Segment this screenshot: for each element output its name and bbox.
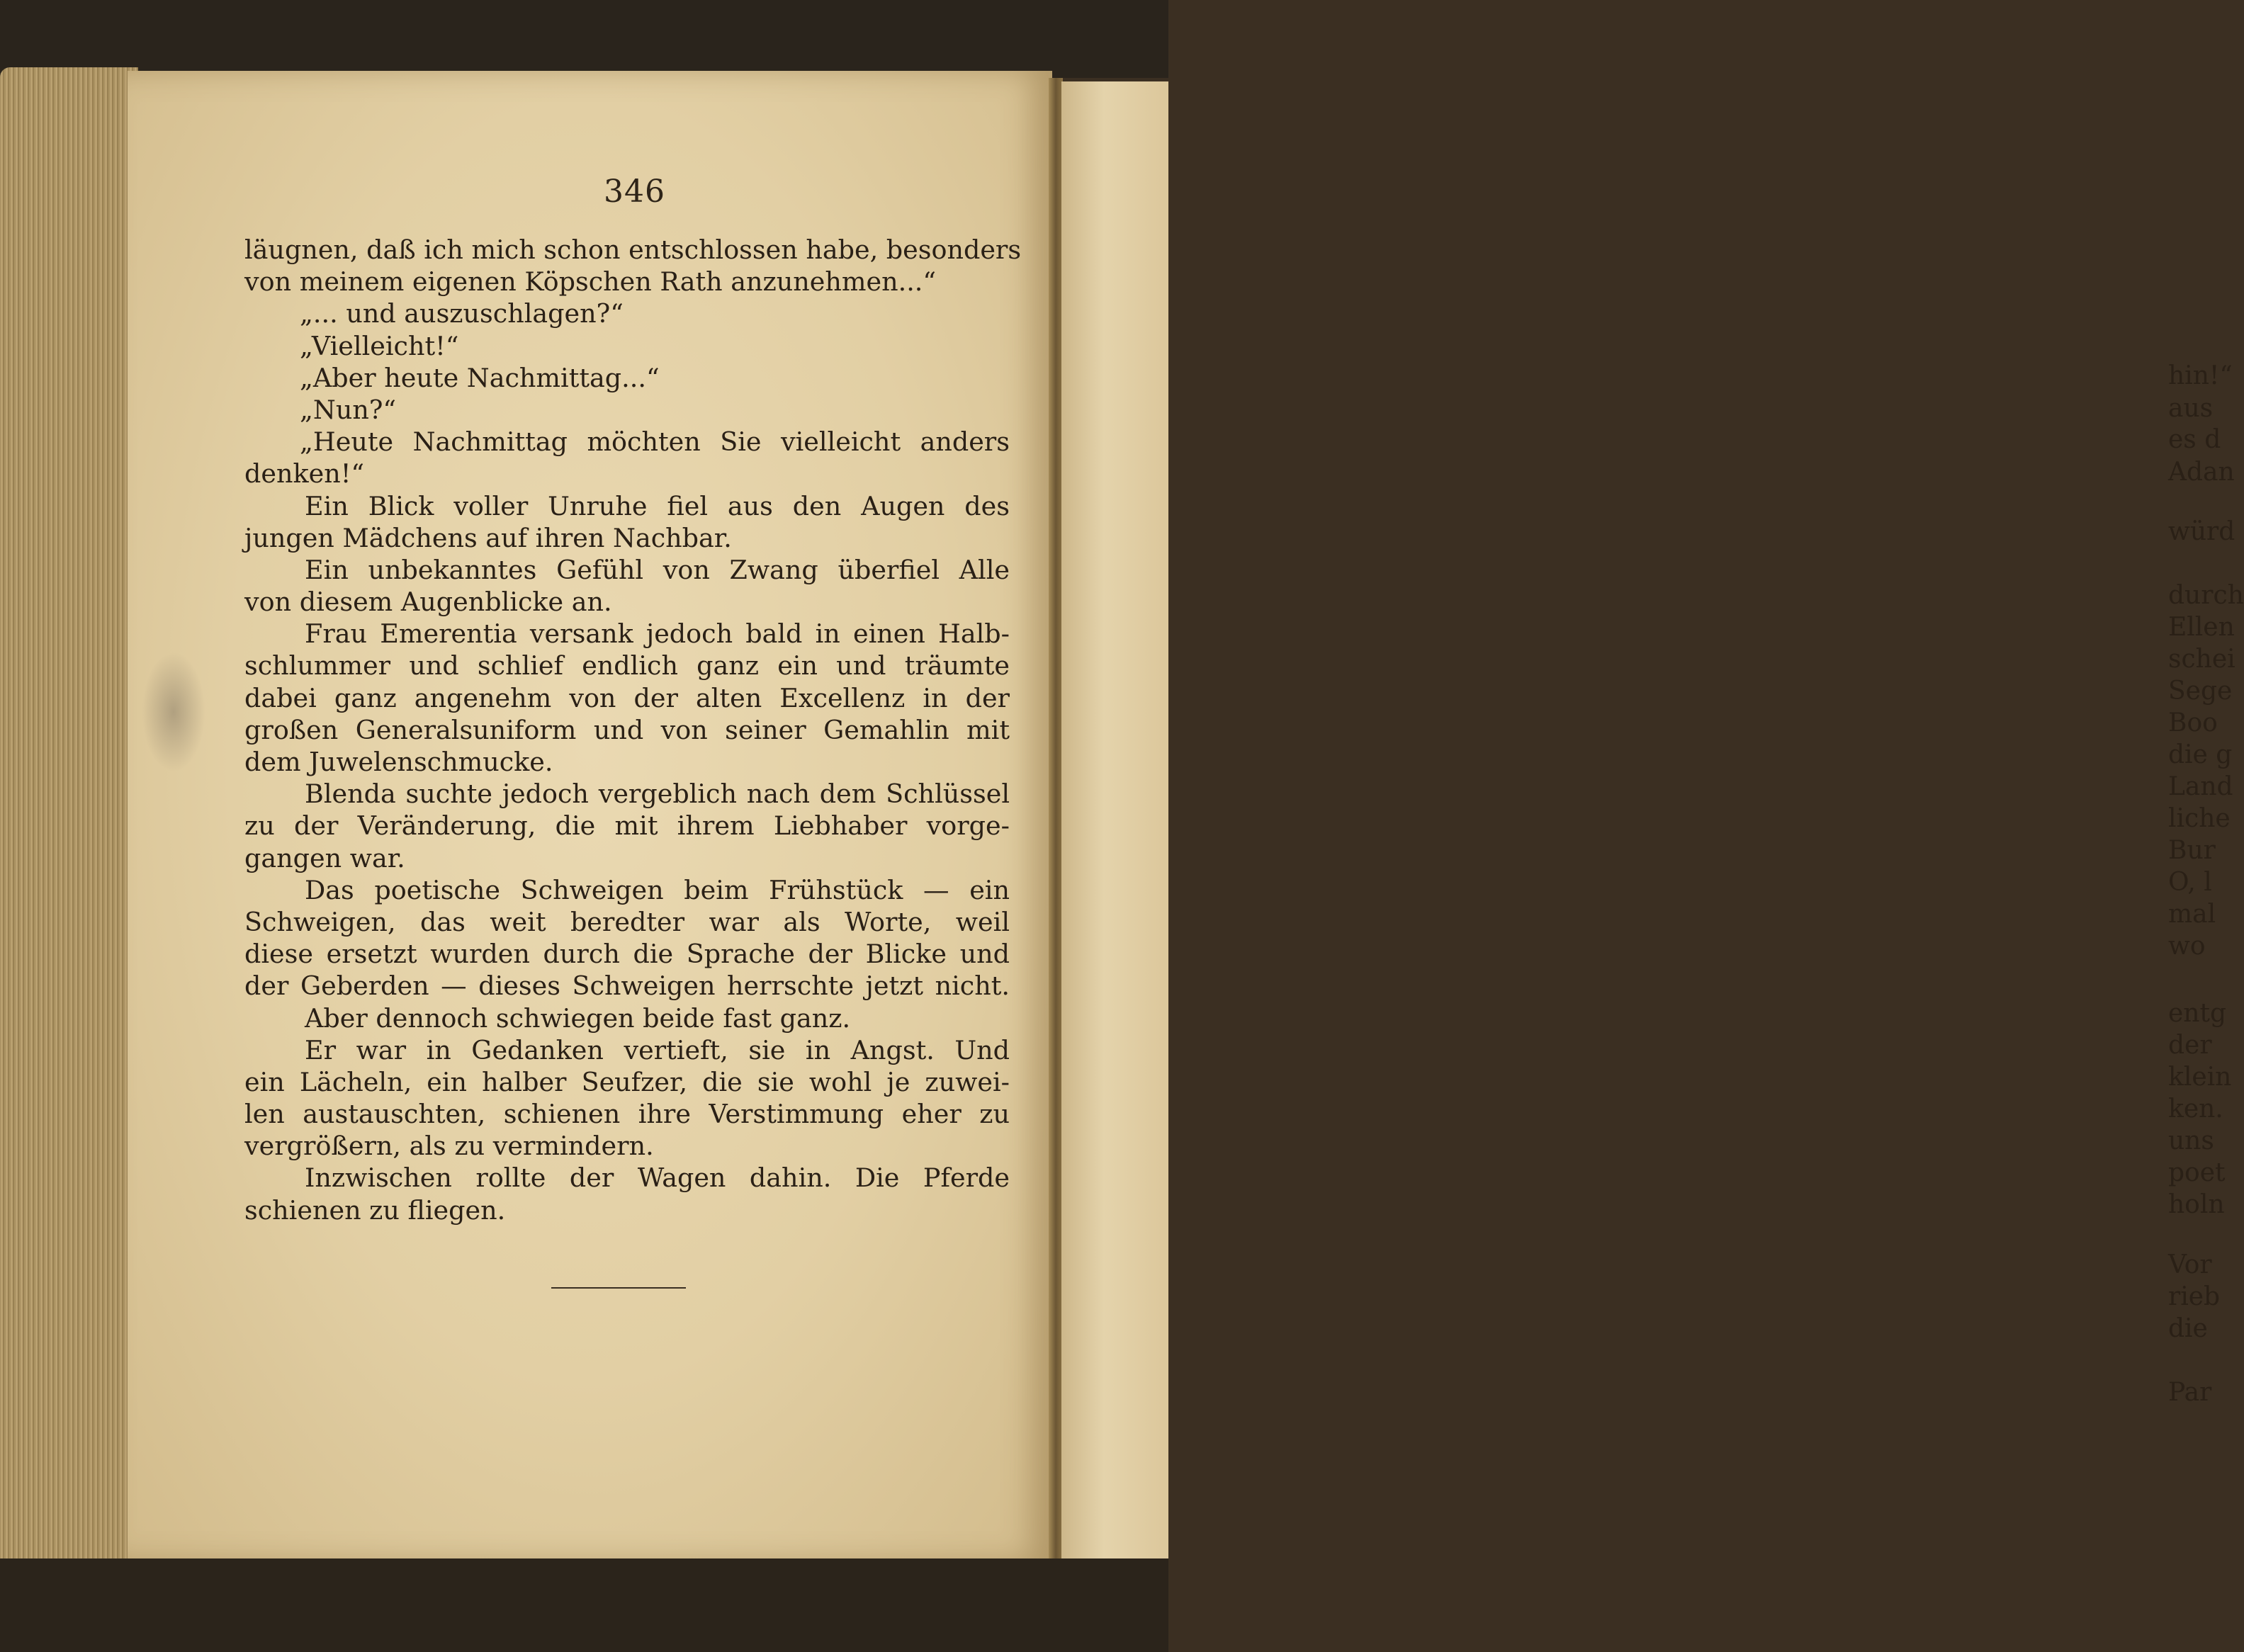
facing-page-fragment: Par xyxy=(2168,1378,2212,1407)
page-edges xyxy=(0,67,138,1562)
facing-page-fragment: klein xyxy=(2168,1063,2232,1092)
facing-page-fragment: Vor xyxy=(2168,1250,2212,1279)
text-line: von meinem eigenen Köpschen Rath anzunehmen...“ xyxy=(244,266,937,298)
text-line: von diesem Augenblicke an. xyxy=(244,587,612,618)
book-gutter xyxy=(1049,78,1063,1562)
text-line: „Heute Nachmittag möchten Sie vielleicht anders xyxy=(300,426,1010,458)
text-line: dem Juwelenschmucke. xyxy=(244,747,553,777)
text-line: Er war in Gedanken vertieft, sie in Angst. Und xyxy=(305,1034,1010,1065)
text-line: gangen war. xyxy=(244,842,405,873)
text-line: dabei ganz angenehm von der alten Excellenz in der xyxy=(244,682,1010,713)
text-line: Blenda suchte jedoch vergeblich nach dem Schlüssel xyxy=(305,779,1010,810)
facing-page-fragment: Sege xyxy=(2168,677,2233,706)
text-line: vergrößern, als zu vermindern. xyxy=(244,1131,654,1162)
text-line: „Vielleicht!“ xyxy=(300,330,459,361)
facing-page-fragment: wo xyxy=(2168,932,2206,961)
text-line: „Aber heute Nachmittag...“ xyxy=(300,362,660,393)
facing-page-fragment: Boo xyxy=(2168,708,2218,737)
facing-page-fragment: der xyxy=(2168,1031,2212,1060)
text-line: „... und auszuschlagen?“ xyxy=(300,298,624,329)
page-number: 346 xyxy=(604,174,665,210)
facing-page-fragment: poet xyxy=(2168,1158,2226,1187)
facing-page-fragment: würd xyxy=(2168,517,2235,546)
text-line: Inzwischen rollte der Wagen dahin. Die Pferde xyxy=(305,1162,1010,1194)
text-line: „Nun?“ xyxy=(300,394,397,425)
text-line: Aber dennoch schwiegen beide fast ganz. xyxy=(305,1002,851,1034)
facing-page-fragment: die xyxy=(2168,1314,2208,1343)
facing-page-fragment: O, l xyxy=(2168,868,2212,897)
facing-page-fragment: Ellen xyxy=(2168,613,2235,642)
page-stain xyxy=(142,652,205,772)
facing-page-fragment: schei xyxy=(2168,645,2235,674)
text-line: schienen zu fliegen. xyxy=(244,1194,506,1226)
facing-page-fragment: Bur xyxy=(2168,836,2216,865)
chapter-end-rule xyxy=(551,1287,686,1289)
text-line: Frau Emerentia versank jedoch bald in einen Halb- xyxy=(305,618,1010,650)
facing-page-fragment: liche xyxy=(2168,804,2231,833)
text-line: Ein Blick voller Unruhe fiel aus den Augen des xyxy=(305,490,1010,521)
facing-page-fragment: die g xyxy=(2168,740,2233,769)
text-line: Ein unbekanntes Gefühl von Zwang überfiel Alle xyxy=(305,554,1010,585)
facing-page-fragment: holn xyxy=(2168,1190,2225,1219)
text-line: Das poetische Schweigen beim Frühstück — ein xyxy=(305,874,1010,905)
text-line: ein Lächeln, ein halber Seufzer, die sie wohl je zuwei- xyxy=(244,1066,1010,1097)
text-line: jungen Mädchens auf ihren Nachbar. xyxy=(244,522,732,553)
text-line: diese ersetzt wurden durch die Sprache der Blicke und xyxy=(244,939,1010,970)
text-line: läugnen, daß ich mich schon entschlossen habe, besonders xyxy=(244,234,1022,265)
facing-page-fragment: uns xyxy=(2168,1126,2214,1155)
facing-page-fragment: ken. xyxy=(2168,1094,2223,1124)
facing-page-fragment: rieb xyxy=(2168,1282,2221,1311)
text-line: schlummer und schlief endlich ganz ein und träumte xyxy=(244,650,1010,681)
facing-page-fragment: Adan xyxy=(2168,458,2235,487)
right-page xyxy=(1061,81,2244,1558)
facing-page-fragment: es d xyxy=(2168,425,2221,454)
facing-page-fragment: aus xyxy=(2168,394,2214,423)
text-line: Schweigen, das weit beredter war als Worte, weil xyxy=(244,906,1010,937)
text-line: großen Generalsuniform und von seiner Gemahlin mit xyxy=(244,714,1010,745)
facing-page-fragment: durch xyxy=(2168,581,2244,610)
book-cover-bottom xyxy=(0,1558,1168,1652)
facing-page-fragment: Land xyxy=(2168,772,2233,801)
page-body-text xyxy=(244,234,1022,1226)
text-line: der Geberden — dieses Schweigen herrschte jetzt nicht. xyxy=(244,971,1010,1002)
facing-page-fragment: mal xyxy=(2168,900,2216,929)
book-cover-top xyxy=(0,0,1168,78)
text-line: zu der Veränderung, die mit ihrem Liebhaber vorge- xyxy=(244,810,1010,842)
text-line: len austauschten, schienen ihre Verstimmung eher zu xyxy=(244,1099,1010,1130)
text-line: denken!“ xyxy=(244,458,365,490)
facing-page-fragment: entg xyxy=(2168,999,2227,1028)
facing-page-fragment: hin!“ xyxy=(2168,361,2233,390)
